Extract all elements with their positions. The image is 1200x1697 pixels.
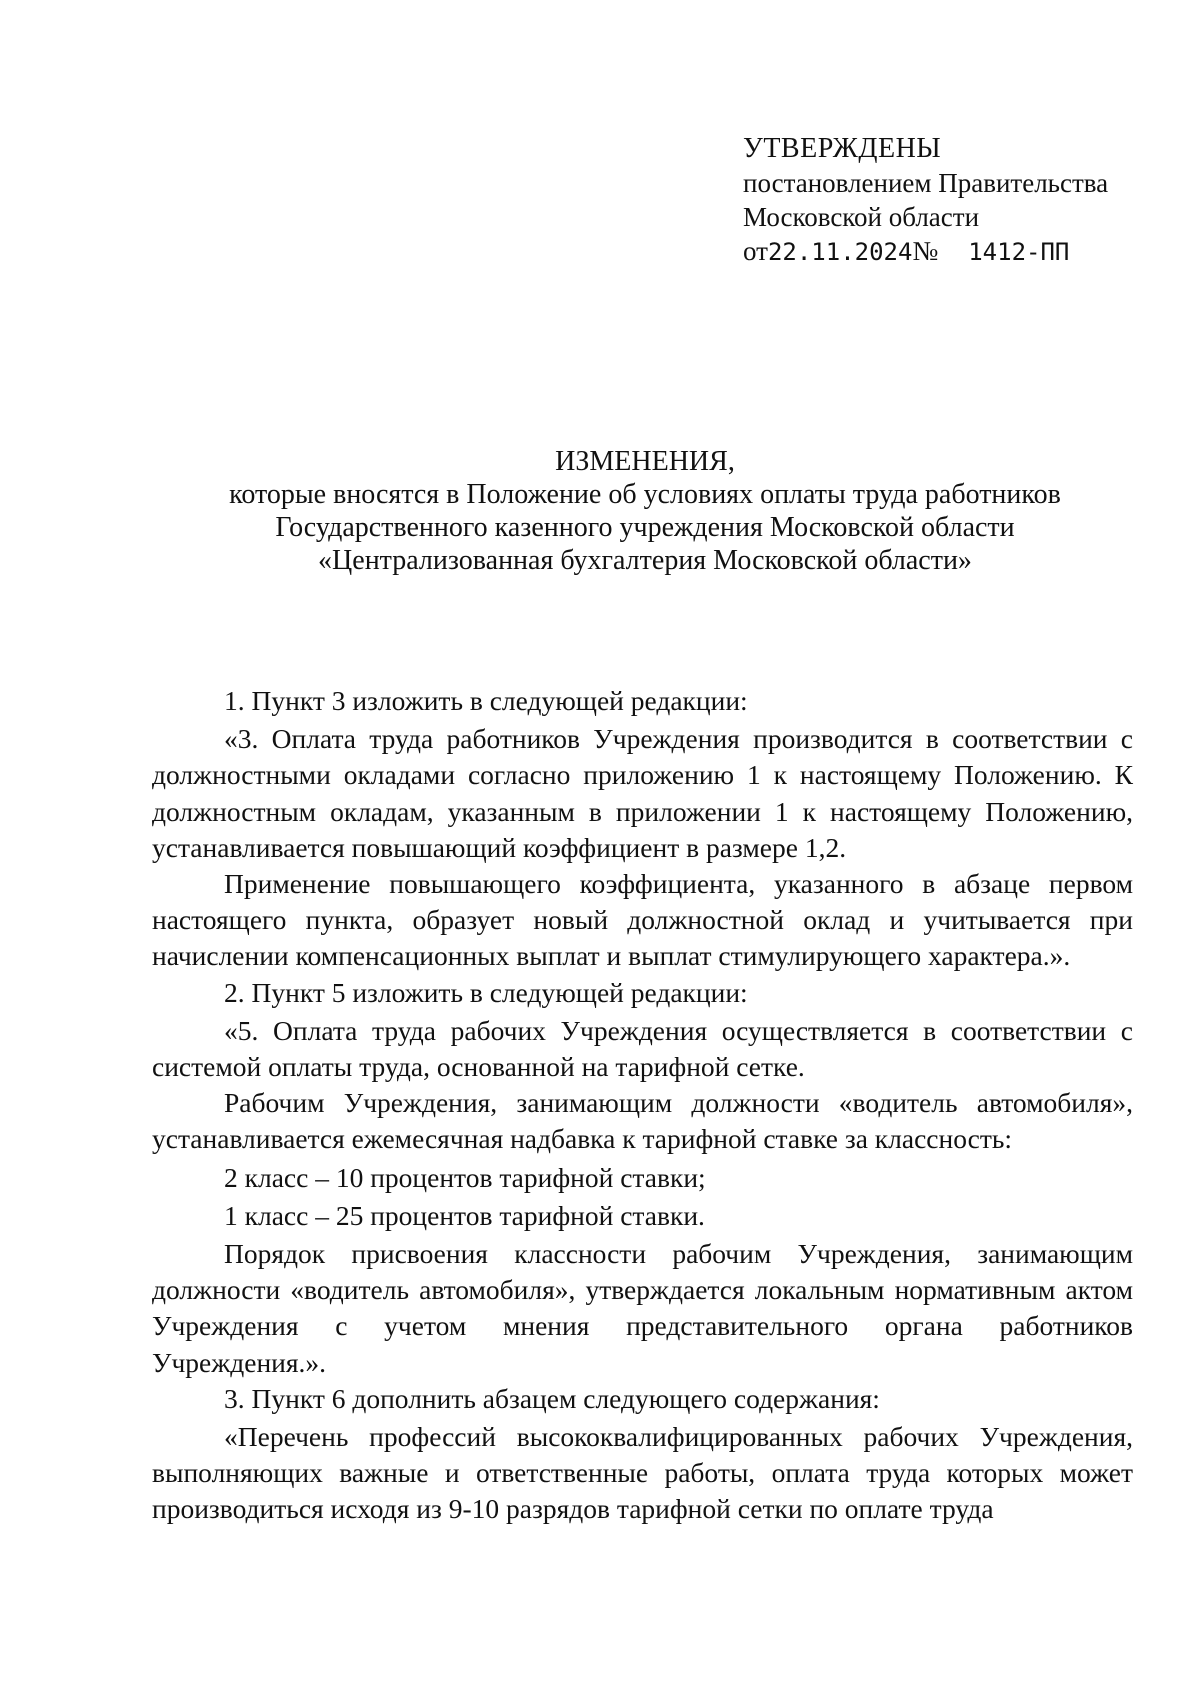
paragraph-2: «3. Оплата труда работников Учреждения производится в соответствии с должностными окладами согласно приложению 1 к настоящему Положению. К должностным окладам, указанным в приложении 1 к настоящему Положению, устанавливается повышающий коэффициент в размере 1,2. xyxy=(152,723,1133,863)
approval-date: 22.11.2024 xyxy=(767,238,913,266)
paragraph-10: 3. Пункт 6 дополнить абзацем следующего содержания: xyxy=(224,1382,880,1414)
paragraph-1: 1. Пункт 3 изложить в следующей редакции: xyxy=(224,685,748,716)
paragraph-9: Порядок присвоения классности рабочим Учреждения, занимающим должности «водитель автомобиля», утверждается локальным нормативным актом Учреждения с учетом мнения представительного органа работников Учреждения.». xyxy=(152,1238,1133,1378)
document-body xyxy=(152,683,1133,1528)
approval-number-sign: № xyxy=(912,236,939,266)
paragraph-7: 2 класс – 10 процентов тарифной ставки; xyxy=(224,1161,706,1193)
paragraph-3: Применение повышающего коэффициента, указанного в абзаце первом настоящего пункта, образует новый должностной оклад и учитывается при начислении компенсационных выплат и выплат стимулирующего характера.». xyxy=(152,868,1133,972)
paragraph-4: 2. Пункт 5 изложить в следующей редакции: xyxy=(224,976,748,1008)
approval-date-prefix: от xyxy=(743,236,768,266)
approval-date-line xyxy=(743,234,1108,269)
approval-title: УТВЕРЖДЕНЫ xyxy=(743,133,942,164)
paragraph-6: Рабочим Учреждения, занимающим должности «водитель автомобиля», устанавливается ежемесячная надбавка к тарифной ставке за классность: xyxy=(152,1087,1133,1155)
paragraph-8: 1 класс – 25 процентов тарифной ставки. xyxy=(224,1199,705,1231)
heading-line-1: которые вносятся в Положение об условиях оплаты труда работников xyxy=(229,479,1061,510)
document-heading xyxy=(0,445,1200,577)
heading-line-2: Государственного казенного учреждения Московской области xyxy=(275,512,1015,543)
heading-title: ИЗМЕНЕНИЯ, xyxy=(555,446,735,477)
approval-number: 1412-ПП xyxy=(968,238,1070,266)
approval-line-2: Московской области xyxy=(743,202,980,232)
approval-block xyxy=(743,132,1108,269)
heading-line-3: «Централизованная бухгалтерия Московской области» xyxy=(318,545,972,576)
paragraph-11: «Перечень профессий высококвалифицированных рабочих Учреждения, выполняющих важные и ответственные работы, оплата труда которых может производиться исходя из 9-10 разрядов тарифной сетки по оплате труда xyxy=(152,1421,1133,1525)
approval-line-1: постановлением Правительства xyxy=(743,168,1109,198)
paragraph-5: «5. Оплата труда рабочих Учреждения осуществляется в соответствии с системой оплаты труда, основанной на тарифной сетке. xyxy=(152,1014,1133,1083)
